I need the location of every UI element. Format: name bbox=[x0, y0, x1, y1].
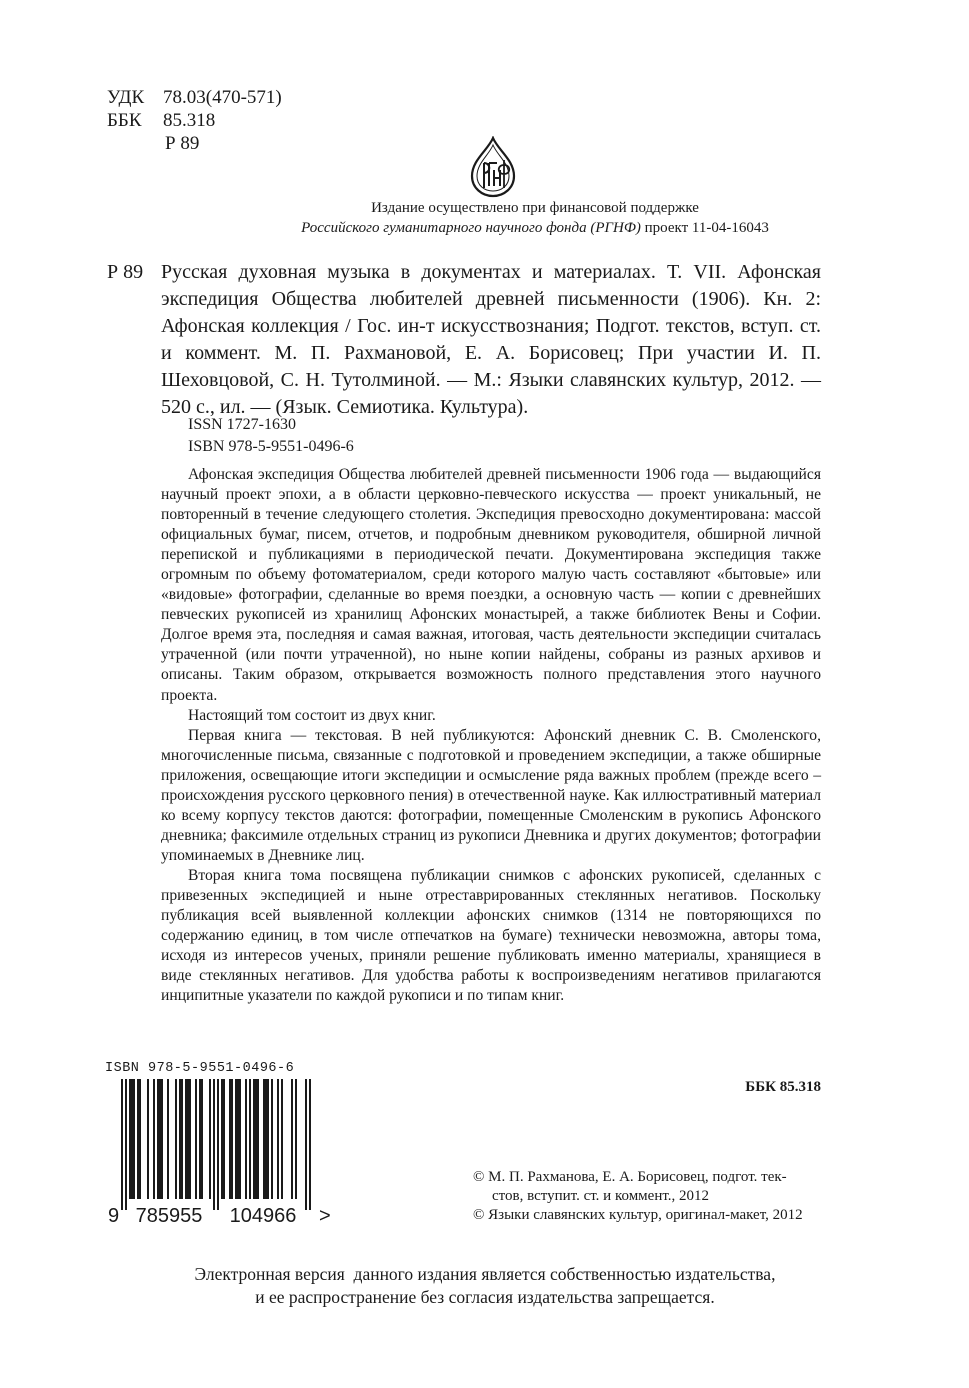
barcode-bar bbox=[245, 1079, 247, 1199]
identifiers bbox=[188, 414, 354, 458]
barcode-bar bbox=[265, 1079, 267, 1199]
udk-row bbox=[107, 86, 282, 109]
isbn-barcode bbox=[104, 1079, 336, 1229]
barcode-right-digits: 104966 bbox=[229, 1205, 297, 1227]
copyright-line-1: © М. П. Рахманова, Е. А. Борисовец, подгот. тек- bbox=[473, 1169, 787, 1185]
electronic-version-notice bbox=[100, 1263, 870, 1309]
author-mark-row bbox=[107, 132, 282, 155]
notice-line-2: и ее распространение без согласия издательства запрещается. bbox=[255, 1287, 715, 1307]
barcode-bar bbox=[153, 1079, 155, 1199]
issn: ISSN 1727-1630 bbox=[188, 416, 297, 433]
barcode-bar bbox=[199, 1079, 201, 1199]
funding-line-1: Издание осуществлено при финансовой поддержке bbox=[371, 200, 699, 216]
barcode-bar bbox=[237, 1079, 239, 1199]
barcode-bar bbox=[185, 1079, 187, 1199]
barcode-bar bbox=[253, 1079, 255, 1199]
barcode-bar bbox=[195, 1079, 197, 1199]
barcode-bar bbox=[277, 1079, 279, 1199]
barcode-arrow: > bbox=[319, 1205, 331, 1227]
barcode-bar bbox=[133, 1079, 135, 1199]
barcode-bar bbox=[235, 1079, 237, 1199]
bbk-bottom: ББК 85.318 bbox=[745, 1079, 821, 1095]
project-number: проект 11-04-16043 bbox=[640, 220, 769, 236]
barcode-bar bbox=[131, 1079, 133, 1199]
barcode-bar bbox=[217, 1079, 219, 1210]
barcode-bar bbox=[209, 1079, 211, 1199]
barcode-bar bbox=[291, 1079, 293, 1199]
bibliographic-description: Русская духовная музыка в документах и материалах. Т. VII. Афонская экспедиция Общества любителей древней письменности (1906). Кн. 2: Афонская коллекция / Гос. ин-т искусствознания; Подгот. текстов, вступ. ст. и коммент. М. П. Рахмановой, Е. А. Борисовец; При участии И. П. Шеховцовой, С. Н. Тутолминой. — М.: Языки славянских культур, 2012. — 520 с., ил. — (Язык. Семиотика. Культура). bbox=[161, 261, 821, 418]
annotation-paragraph: Первая книга — текстовая. В ней публикуются: Афонский дневник С. В. Смоленского, многочисленные письма, связанные с подготовкой и проведением экспедиции, а также обширные приложения, освещающие итоги экспедиции и осмысление ряда важных проблем (прежде всего – происхождения русского церковного пения) в отечественной науке. Как иллюстративный материал ко всему корпусу текстов даются: фотографии, помещенные Смоленским в рукопись Афонского дневника; факсимиле отдельных страниц из рукописи Дневника и других документов; фотографии упоминаемых в Дневнике лиц. bbox=[161, 726, 821, 864]
barcode-bar bbox=[139, 1079, 141, 1199]
copyright-line-3: © Языки славянских культур, оригинал-макет, 2012 bbox=[473, 1207, 803, 1223]
barcode-bar bbox=[121, 1079, 123, 1210]
barcode-bar bbox=[213, 1079, 215, 1210]
funding-line-2 bbox=[150, 218, 920, 238]
barcode-bar bbox=[305, 1079, 307, 1210]
barcode-bar bbox=[175, 1079, 177, 1199]
annotation bbox=[161, 465, 821, 1006]
bbk-value: 85.318 bbox=[163, 110, 216, 131]
barcode-bar bbox=[147, 1079, 149, 1199]
author-mark: Р 89 bbox=[165, 133, 200, 154]
annotation-paragraph: Вторая книга тома посвящена публикации снимков с афонских рукописей, сделанных с привезенных экспедицией и ныне отреставрированных стеклянных негативов. Поскольку публикация всей выявленной коллекции афонских снимков (1314 не повторяющихся по содержанию единиц, в том числе отпечатков на бумаге) технически невозможна, авторы тома, исходя из интересов ученых, приняли решение публиковать именно материалы, хранящиеся в виде стеклянных негативов. Для удобства работы к воспроизведениям негативов прилагаются инципитные указатели по каждой рукописи и по типам книг. bbox=[161, 866, 821, 1005]
annotation-paragraph: Настоящий том состоит из двух книг. bbox=[188, 706, 436, 724]
notice-line-1: Электронная версия данного издания является собственностью издательства, bbox=[194, 1264, 776, 1284]
barcode-bar bbox=[257, 1079, 259, 1199]
isbn: ISBN 978-5-9551-0496-6 bbox=[188, 438, 354, 455]
barcode-bar bbox=[181, 1079, 183, 1199]
barcode-bar bbox=[161, 1079, 163, 1199]
fund-name: Российского гуманитарного научного фонда (РГНФ) bbox=[301, 220, 641, 236]
bbk-row bbox=[107, 109, 282, 132]
rgnf-logo-icon bbox=[467, 136, 519, 198]
barcode-first-digit: 9 bbox=[108, 1205, 120, 1227]
bbk-label: ББК bbox=[107, 110, 142, 131]
barcode-bar bbox=[167, 1079, 169, 1199]
annotation-paragraph: Афонская экспедиция Общества любителей древней письменности 1906 года — выдающийся научный проект эпохи, а в области церковно-певческого искусства — проект уникальный, не повторенный в течение следующего столетия. Экспедиция превосходно документирована: массой официальных бумаг, писем, отчетов, и подробным дневником руководителя, обширной личной перепиской и публикациями в периодической печати. Документирована экспедиция также огромным по объему фотоматериалом, среди которого малую часть составляют «бытовые» или «видовые» фотографии, сделанные во время поездки, а основную часть — копии с древнейших певческих рукописей из хранилищ Афонских монастырей, а также библиотек Вены и Софии. Долгое время эта, последняя и самая важная, итоговая, часть деятельности экспедиции считалась утраченной (или почти утраченной), но ныне копии найдены, собраны из разных архивов и описаны. Таким образом, открывается возможность полного представления этого научного проекта. bbox=[161, 466, 821, 704]
barcode-bar bbox=[263, 1079, 265, 1199]
barcode-bar bbox=[137, 1079, 139, 1199]
barcode-bar bbox=[231, 1079, 233, 1199]
barcode-bar bbox=[125, 1079, 127, 1210]
barcode-bar bbox=[255, 1079, 257, 1199]
barcode-left-digits: 785955 bbox=[135, 1205, 203, 1227]
barcode-bar bbox=[223, 1079, 225, 1199]
udk-value: 78.03(470-571) bbox=[163, 87, 282, 108]
entry-mark: Р 89 bbox=[107, 261, 144, 283]
funding-note bbox=[150, 198, 920, 238]
barcode-bar bbox=[229, 1079, 231, 1199]
barcode-bar bbox=[295, 1079, 297, 1199]
barcode-bar bbox=[179, 1079, 181, 1199]
barcode-bar bbox=[187, 1079, 189, 1199]
barcode-bar bbox=[281, 1079, 283, 1199]
copyright-line-2: стов, вступит. ст. и коммент., 2012 bbox=[492, 1188, 710, 1204]
barcode-bar bbox=[239, 1079, 241, 1199]
barcode-isbn-text: ISBN 978-5-9551-0496-6 bbox=[105, 1061, 295, 1076]
barcode-bar bbox=[159, 1079, 161, 1199]
barcode-bar bbox=[189, 1079, 191, 1199]
copyright-block bbox=[473, 1168, 823, 1225]
classification-codes bbox=[107, 86, 282, 155]
barcode-bar bbox=[201, 1079, 203, 1199]
barcode-bar bbox=[157, 1079, 159, 1199]
barcode-bar bbox=[267, 1079, 269, 1199]
barcode-bar bbox=[221, 1079, 223, 1199]
barcode-bar bbox=[129, 1079, 131, 1199]
barcode-bar bbox=[249, 1079, 251, 1199]
udk-label: УДК bbox=[107, 87, 145, 108]
barcode-bar bbox=[271, 1079, 273, 1199]
barcode-bar bbox=[309, 1079, 311, 1210]
